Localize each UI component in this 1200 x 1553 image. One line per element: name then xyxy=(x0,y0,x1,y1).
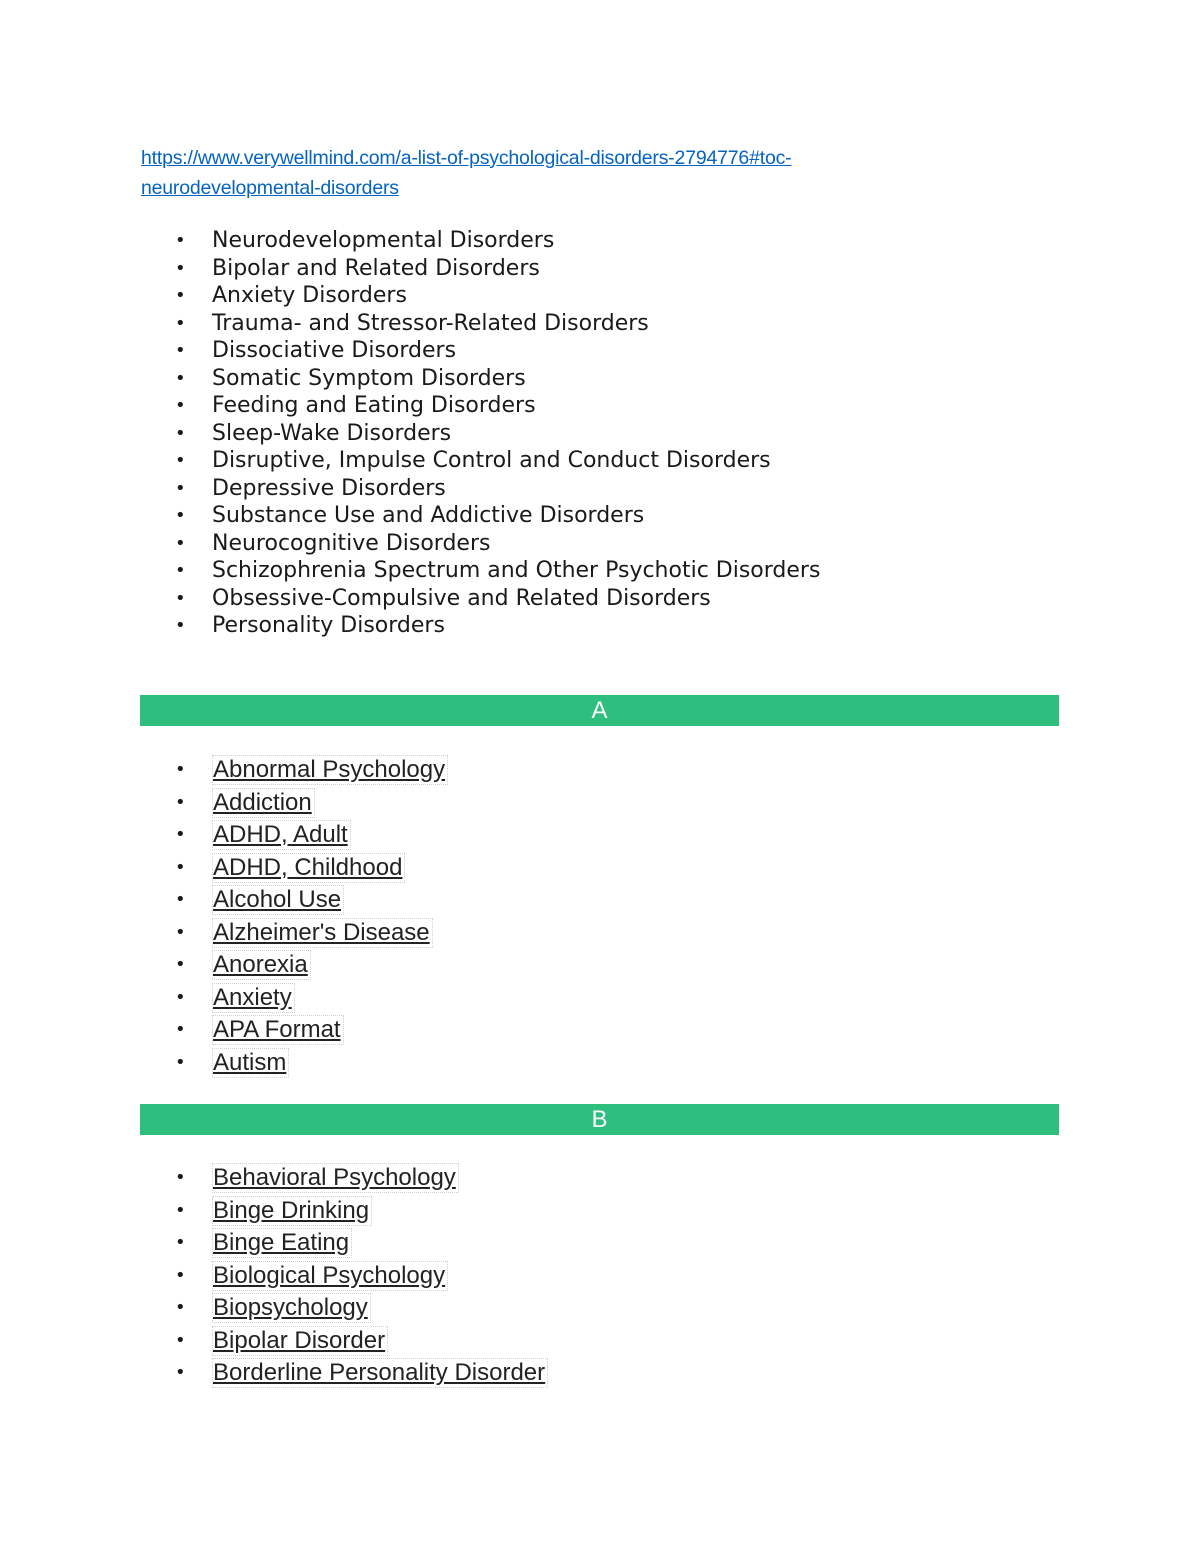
disorder-category-list xyxy=(175,227,821,640)
term-item xyxy=(175,1357,548,1390)
source-url-line-1[interactable]: https://www.verywellmind.com/a-list-of-psychological-disorders-2794776#toc- xyxy=(141,147,792,169)
category-label: Dissociative Disorders xyxy=(212,338,457,363)
term-item xyxy=(175,949,448,982)
bullet-icon: • xyxy=(175,422,186,444)
category-label: Schizophrenia Spectrum and Other Psychotic Disorders xyxy=(212,558,821,583)
category-item xyxy=(175,530,820,558)
term-link-biological-psychology[interactable]: Biological Psychology xyxy=(212,1261,448,1291)
bullet-icon: • xyxy=(175,954,186,975)
bullet-icon: • xyxy=(175,477,186,499)
category-item xyxy=(175,282,820,310)
category-label: Neurocognitive Disorders xyxy=(212,530,491,556)
bullet-icon: • xyxy=(175,856,186,878)
bullet-icon: • xyxy=(175,340,186,361)
category-item xyxy=(175,365,820,393)
terms-list-a xyxy=(175,754,448,1079)
bullet-icon: • xyxy=(175,1297,186,1318)
term-link-alzheimers-disease[interactable]: Alzheimer's Disease xyxy=(212,918,433,948)
category-label: Substance Use and Addictive Disorders xyxy=(212,503,645,528)
bullet-icon: • xyxy=(175,824,186,845)
category-item xyxy=(175,392,820,420)
term-item xyxy=(175,1227,548,1260)
category-label: Depressive Disorders xyxy=(212,475,446,501)
category-item xyxy=(175,557,821,585)
category-label: Neurodevelopmental Disorders xyxy=(212,228,555,253)
bullet-icon: • xyxy=(175,230,186,251)
term-item xyxy=(175,982,448,1015)
category-item xyxy=(175,475,820,503)
category-label: Somatic Symptom Disorders xyxy=(212,365,526,391)
bullet-icon: • xyxy=(175,1329,186,1351)
bullet-icon: • xyxy=(175,1264,186,1286)
term-link-adhd-adult[interactable]: ADHD, Adult xyxy=(212,820,351,850)
bullet-icon: • xyxy=(175,889,186,910)
category-label: Anxiety Disorders xyxy=(212,283,407,308)
bullet-icon: • xyxy=(175,791,186,813)
bullet-icon: • xyxy=(175,1362,186,1383)
term-link-anorexia[interactable]: Anorexia xyxy=(212,950,311,980)
term-link-binge-drinking[interactable]: Binge Drinking xyxy=(212,1196,372,1226)
category-item xyxy=(175,447,820,475)
term-link-alcohol-use[interactable]: Alcohol Use xyxy=(212,885,344,915)
bullet-icon: • xyxy=(175,1019,186,1040)
category-item xyxy=(175,502,820,530)
category-label: Obsessive-Compulsive and Related Disorders xyxy=(212,585,711,611)
term-link-apa-format[interactable]: APA Format xyxy=(212,1015,344,1045)
bullet-icon: • xyxy=(175,257,186,279)
category-item xyxy=(175,420,820,448)
term-link-behavioral-psychology[interactable]: Behavioral Psychology xyxy=(212,1163,459,1193)
category-item xyxy=(175,337,820,365)
bullet-icon: • xyxy=(175,505,186,526)
section-header-a: A xyxy=(140,695,1059,726)
bullet-icon: • xyxy=(175,367,186,389)
bullet-icon: • xyxy=(175,312,186,334)
category-label: Disruptive, Impulse Control and Conduct Disorders xyxy=(212,448,771,473)
term-item xyxy=(175,1047,448,1080)
category-item xyxy=(175,310,820,338)
term-link-addiction[interactable]: Addiction xyxy=(212,788,315,818)
category-label: Sleep-Wake Disorders xyxy=(212,420,452,446)
bullet-icon: • xyxy=(175,1199,186,1221)
term-link-autism[interactable]: Autism xyxy=(212,1048,289,1078)
category-item xyxy=(175,612,820,640)
terms-list-b xyxy=(175,1162,548,1390)
term-item xyxy=(175,1260,548,1293)
bullet-icon: • xyxy=(175,395,186,416)
category-label: Trauma- and Stressor-Related Disorders xyxy=(212,310,649,336)
term-link-binge-eating[interactable]: Binge Eating xyxy=(212,1228,352,1258)
term-item xyxy=(175,1162,548,1195)
source-url-line-2[interactable]: neurodevelopmental-disorders xyxy=(141,177,399,199)
bullet-icon: • xyxy=(175,759,186,780)
category-label: Personality Disorders xyxy=(212,613,445,638)
term-link-bipolar-disorder[interactable]: Bipolar Disorder xyxy=(212,1326,388,1356)
term-item xyxy=(175,754,448,787)
bullet-icon: • xyxy=(175,1232,186,1253)
term-link-anxiety[interactable]: Anxiety xyxy=(212,983,295,1013)
bullet-icon: • xyxy=(175,285,186,306)
term-link-borderline-personality-disorder[interactable]: Borderline Personality Disorder xyxy=(212,1358,548,1388)
term-link-biopsychology[interactable]: Biopsychology xyxy=(212,1293,371,1323)
term-item xyxy=(175,787,448,820)
term-item xyxy=(175,884,448,917)
bullet-icon: • xyxy=(175,986,186,1008)
term-item xyxy=(175,1014,448,1047)
source-url-link[interactable] xyxy=(141,143,921,203)
term-link-abnormal-psychology[interactable]: Abnormal Psychology xyxy=(212,755,448,785)
bullet-icon: • xyxy=(175,587,186,609)
bullet-icon: • xyxy=(175,450,186,471)
category-item xyxy=(175,255,820,283)
section-header-b: B xyxy=(140,1104,1059,1135)
bullet-icon: • xyxy=(175,1051,186,1073)
category-item xyxy=(175,585,820,613)
bullet-icon: • xyxy=(175,921,186,943)
category-label: Bipolar and Related Disorders xyxy=(212,255,540,281)
category-label: Feeding and Eating Disorders xyxy=(212,393,536,418)
term-item xyxy=(175,819,448,852)
term-item xyxy=(175,1325,548,1358)
term-item xyxy=(175,852,448,885)
bullet-icon: • xyxy=(175,1167,186,1188)
bullet-icon: • xyxy=(175,532,186,554)
term-item xyxy=(175,917,448,950)
category-item xyxy=(175,227,820,255)
bullet-icon: • xyxy=(175,615,186,636)
bullet-icon: • xyxy=(175,560,186,581)
term-link-adhd-childhood[interactable]: ADHD, Childhood xyxy=(212,853,405,883)
term-item xyxy=(175,1195,548,1228)
term-item xyxy=(175,1292,548,1325)
